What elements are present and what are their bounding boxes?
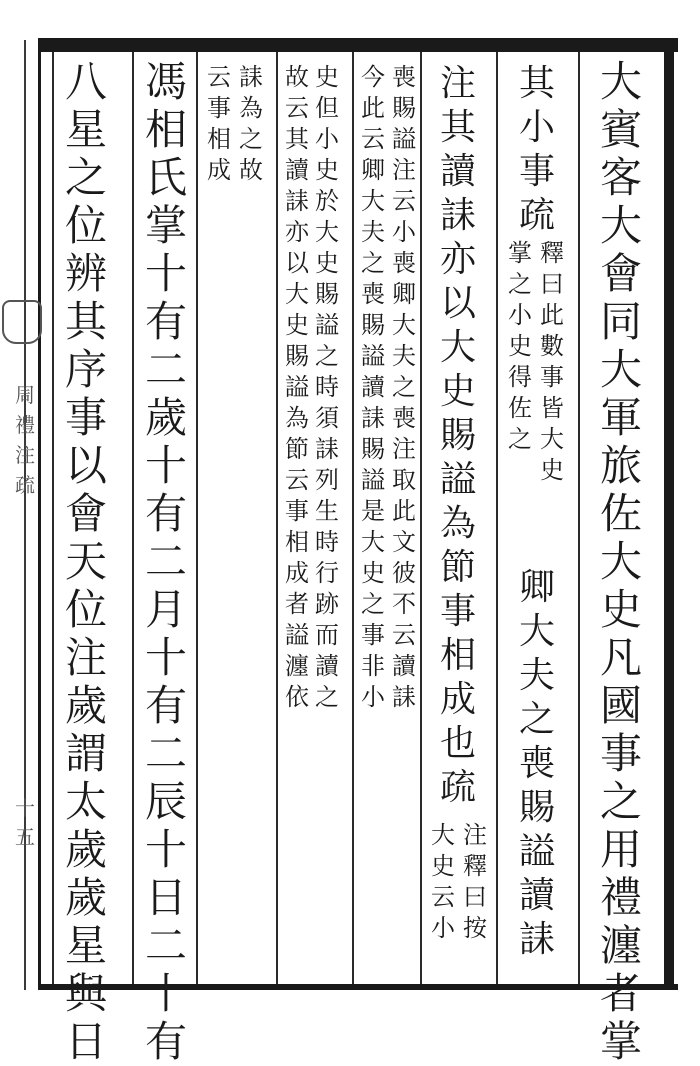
character: 故 [239,156,263,184]
character: 釋 [463,852,487,880]
character: 星 [64,921,107,970]
commentary-column-7 [282,62,312,713]
character: 之 [361,249,385,277]
character: 賜 [315,280,339,308]
character: 夫 [392,342,416,370]
character: 氏 [144,153,187,202]
character: 史 [315,63,339,91]
commentary-column-5 [358,62,388,713]
character: 亦 [439,239,476,280]
character: 國 [599,681,642,730]
character: 大 [599,57,642,106]
character: 掌 [599,1017,642,1066]
character: 謚 [392,125,416,153]
character: 十 [144,825,187,874]
character: 成 [207,156,231,184]
character: 賜 [439,415,476,456]
character: 八 [64,57,107,106]
character: 云 [285,466,309,494]
character: 大 [540,425,564,453]
character: 成 [285,559,309,587]
character: 星 [64,105,107,154]
character: 疏 [439,767,476,808]
character: 十 [144,633,187,682]
character: 者 [599,969,642,1018]
character: 列 [315,466,339,494]
character: 之 [508,425,532,453]
character: 但 [315,94,339,122]
character: 注 [439,63,476,104]
text-column-11 [62,58,110,1066]
character: 讀 [518,875,555,916]
character: 喪 [361,280,385,308]
character: 生 [315,497,339,525]
character: 馮 [144,57,187,106]
character: 以 [439,283,476,324]
character: 十 [144,441,187,490]
character: 掌 [508,239,532,267]
character: 成 [439,679,476,720]
character: 賜 [518,787,555,828]
character: 以 [285,249,309,277]
character: 疏 [15,473,35,497]
character: 大 [361,528,385,556]
character: 疏 [518,195,555,236]
character: 為 [239,94,263,122]
character: 其 [439,107,476,148]
column-rule [352,52,354,984]
character: 誄 [361,404,385,432]
character: 之 [508,270,532,298]
character: 二 [144,345,187,394]
character: 周 [15,383,35,407]
bottom-border [38,984,678,990]
character: 其 [64,297,107,346]
character: 謚 [285,621,309,649]
character: 謚 [361,342,385,370]
character: 事 [518,151,555,192]
character: 須 [315,404,339,432]
character: 小 [518,107,555,148]
character: 之 [518,699,555,740]
character: 謚 [315,311,339,339]
character: 注 [463,821,487,849]
character: 讀 [392,652,416,680]
column-rule [496,52,498,984]
character: 大 [518,611,555,652]
character: 相 [439,635,476,676]
character: 依 [285,683,309,711]
character: 禮 [15,413,35,437]
column-rule [132,52,134,984]
character: 曰 [463,883,487,911]
character: 彼 [392,559,416,587]
character: 二 [144,921,187,970]
character: 喪 [392,404,416,432]
character: 序 [64,345,107,394]
character: 歲 [64,825,107,874]
character: 用 [599,825,642,874]
column-rule [276,52,278,984]
character: 喪 [392,249,416,277]
character: 誄 [239,63,263,91]
character: 史 [599,585,642,634]
character: 云 [431,883,455,911]
character: 其 [518,63,555,104]
text-column-3-note-right [460,820,490,944]
character: 二 [144,537,187,586]
character: 數 [540,332,564,360]
character: 旅 [599,441,642,490]
character: 喪 [392,63,416,91]
character: 史 [508,332,532,360]
character: 大 [599,201,642,250]
character: 故 [285,63,309,91]
column-rule [196,52,198,984]
character: 有 [144,1017,187,1066]
character: 得 [508,363,532,391]
character: 注 [392,156,416,184]
character: 事 [207,94,231,122]
character: 賜 [392,94,416,122]
character: 太 [64,777,107,826]
character: 之 [315,683,339,711]
commentary-column-4 [389,62,419,713]
character: 相 [144,105,187,154]
character: 大 [392,311,416,339]
character: 其 [285,125,309,153]
character: 謚 [361,466,385,494]
character: 賜 [361,435,385,463]
character: 云 [361,125,385,153]
character: 位 [64,201,107,250]
character: 夫 [361,218,385,246]
character: 事 [599,729,642,778]
character: 小 [361,683,385,711]
character: 辰 [144,777,187,826]
character: 相 [207,125,231,153]
character: 卿 [518,567,555,608]
character: 小 [392,218,416,246]
character: 佐 [508,394,532,422]
character: 史 [540,456,564,484]
character: 會 [64,489,107,538]
character: 誄 [315,435,339,463]
text-column-1 [597,58,645,1066]
column-rule [52,52,54,984]
character: 佐 [599,489,642,538]
text-column-3-note-left [428,820,458,944]
character: 云 [285,94,309,122]
character: 小 [315,125,339,153]
character: 史 [285,311,309,339]
character: 相 [285,528,309,556]
character: 誄 [439,195,476,236]
character: 月 [144,585,187,634]
character: 大 [431,821,455,849]
character: 大 [315,218,339,246]
column-rule [578,52,580,984]
text-column-2-note-left [505,238,535,455]
character: 讀 [361,373,385,401]
character: 行 [315,559,339,587]
character: 今 [361,63,385,91]
character: 歲 [64,873,107,922]
character: 為 [285,404,309,432]
text-column-10 [142,58,190,1066]
character: 卿 [361,156,385,184]
character: 於 [315,187,339,215]
character: 之 [315,342,339,370]
character: 事 [361,621,385,649]
text-column-2-continued [515,566,559,962]
character: 之 [599,777,642,826]
character: 之 [239,125,263,153]
character: 之 [392,373,416,401]
character: 時 [315,373,339,401]
character: 注 [64,633,107,682]
character: 注 [392,435,416,463]
character: 掌 [144,201,187,250]
character: 非 [361,652,385,680]
character: 誄 [518,919,555,960]
character: 謚 [518,831,555,872]
character: 謚 [285,373,309,401]
character: 史 [439,371,476,412]
character: 事 [540,363,564,391]
character: 誄 [392,683,416,711]
character: 謚 [439,459,476,500]
column-rule [420,52,422,984]
character: 會 [599,249,642,298]
character: 客 [599,153,642,202]
character: 皆 [540,394,564,422]
character: 謂 [64,729,107,778]
character: 取 [392,466,416,494]
character: 夫 [518,655,555,696]
character: 大 [599,537,642,586]
character: 大 [285,280,309,308]
character: 釋 [540,239,564,267]
character: 史 [361,559,385,587]
character: 時 [315,528,339,556]
character: 十 [144,969,187,1018]
spine-book-title [12,380,38,500]
character: 節 [285,435,309,463]
character: 云 [392,187,416,215]
character: 此 [392,497,416,525]
character: 者 [285,590,309,618]
character: 日 [144,873,187,922]
character: 以 [64,441,107,490]
top-border [38,38,678,52]
character: 事 [439,591,476,632]
character: 節 [439,547,476,588]
character: 也 [439,723,476,764]
character: 之 [361,590,385,618]
character: 有 [144,297,187,346]
character: 有 [144,489,187,538]
character: 辨 [64,249,107,298]
character: 瀍 [285,652,309,680]
character: 亦 [285,218,309,246]
character: 史 [431,852,455,880]
commentary-column-9 [204,62,234,186]
character: 讀 [439,151,476,192]
character: 讀 [315,652,339,680]
character: 事 [285,497,309,525]
character: 誄 [285,187,309,215]
text-column-3-main [436,62,480,810]
character: 軍 [599,393,642,442]
character: 日 [64,1017,107,1066]
character: 賜 [285,342,309,370]
character: 天 [64,537,107,586]
commentary-column-6 [312,62,342,713]
character: 十 [144,249,187,298]
character: 大 [439,327,476,368]
character: 大 [361,187,385,215]
right-border [664,38,674,990]
character: 位 [64,585,107,634]
character: 史 [315,156,339,184]
character: 文 [392,528,416,556]
character: 史 [315,249,339,277]
character: 是 [361,497,385,525]
character: 注 [15,443,35,467]
fish-tail-ornament [2,300,42,344]
character: 讀 [285,156,309,184]
character: 歲 [64,681,107,730]
character: 賓 [599,105,642,154]
character: 歲 [144,393,187,442]
character: 凡 [599,633,642,682]
text-column-2-main [515,62,559,238]
character: 事 [64,393,107,442]
character: 小 [508,301,532,329]
character: 小 [431,914,455,942]
character: 卿 [392,280,416,308]
character: 之 [64,153,107,202]
character: 為 [439,503,476,544]
character: 此 [361,94,385,122]
character: 與 [64,969,107,1018]
character: 云 [207,63,231,91]
text-column-2-note-right [537,238,567,486]
spine-page-number: 十五 [15,796,35,849]
character: 喪 [518,743,555,784]
character: 曰 [540,270,564,298]
character: 云 [392,621,416,649]
commentary-column-8 [236,62,266,186]
character: 瀍 [599,921,642,970]
character: 二 [144,729,187,778]
character: 不 [392,590,416,618]
character: 跡 [315,590,339,618]
character: 而 [315,621,339,649]
character: 同 [599,297,642,346]
character: 此 [540,301,564,329]
character: 按 [463,914,487,942]
character: 有 [144,681,187,730]
character: 禮 [599,873,642,922]
character: 大 [599,345,642,394]
character: 賜 [361,311,385,339]
